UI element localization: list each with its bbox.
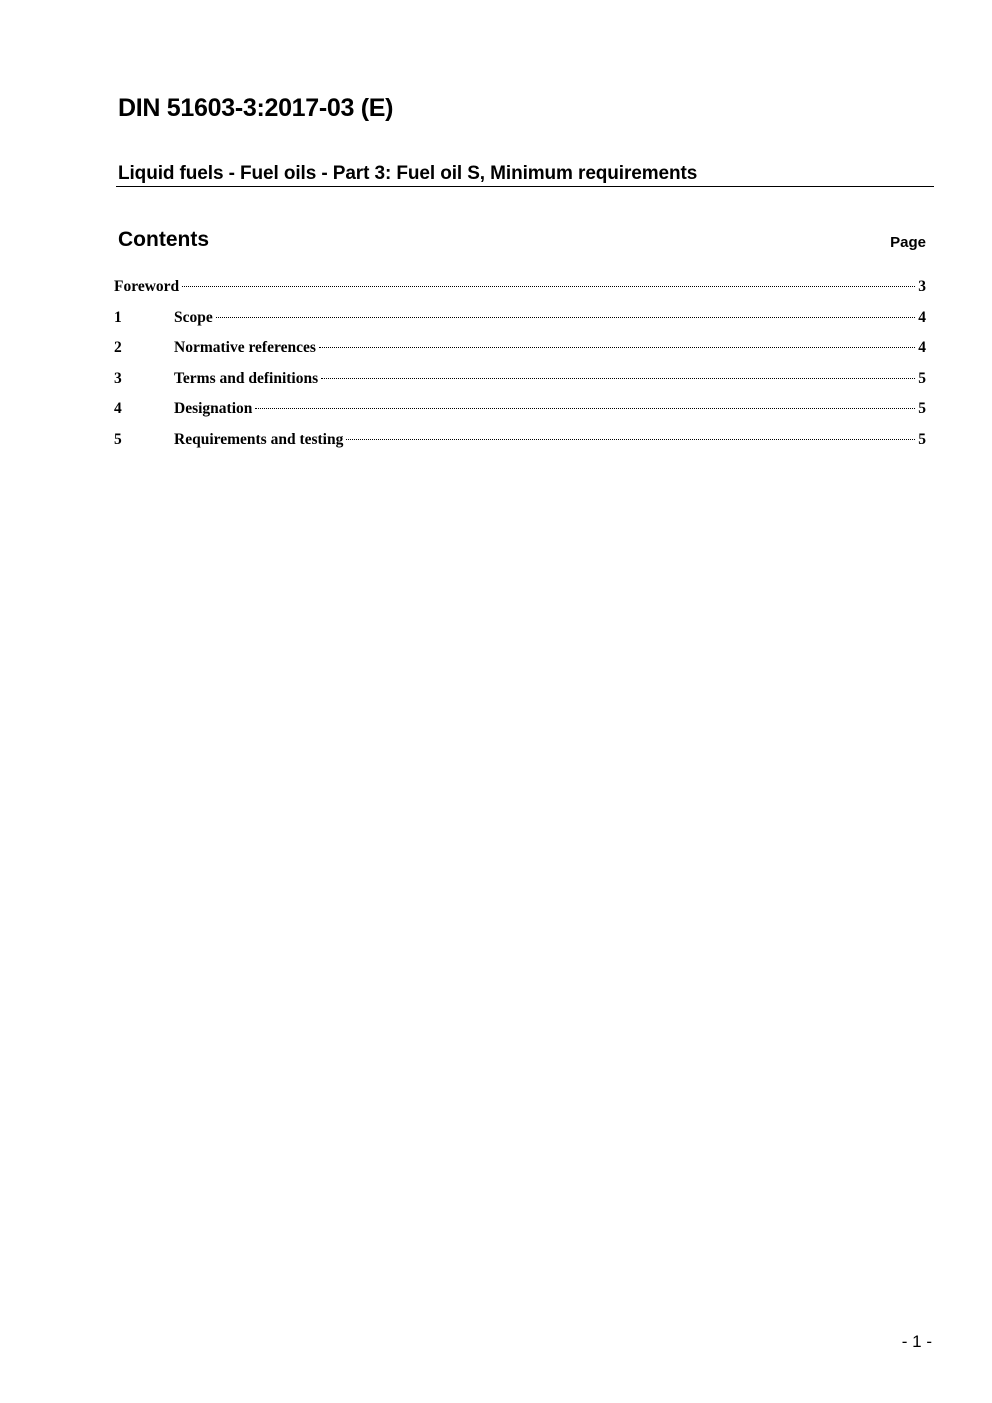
toc-entry-label: Foreword bbox=[114, 278, 180, 295]
toc-entry-page: 5 bbox=[918, 400, 926, 417]
toc-entry-label: Scope bbox=[174, 308, 213, 326]
toc-dot-leader bbox=[321, 378, 915, 379]
toc-dot-leader bbox=[216, 317, 916, 318]
toc-entry-terms-and-definitions[interactable] bbox=[114, 368, 926, 399]
toc-entry-label: Designation bbox=[174, 400, 253, 417]
toc-entry-number: 4 bbox=[114, 400, 122, 417]
toc-entry-page: 5 bbox=[918, 430, 926, 448]
toc-dot-leader bbox=[319, 347, 915, 348]
toc-entry-page: 4 bbox=[918, 339, 926, 356]
toc-entry-number: 2 bbox=[114, 339, 122, 356]
toc-entry-requirements-and-testing[interactable] bbox=[114, 429, 926, 460]
contents-heading: Contents bbox=[118, 228, 209, 251]
toc-dot-leader bbox=[255, 408, 915, 409]
toc-entry-scope[interactable] bbox=[114, 307, 926, 338]
toc-entry-page: 4 bbox=[918, 308, 926, 326]
document-title: Liquid fuels - Fuel oils - Part 3: Fuel oil S, Minimum requirements bbox=[116, 162, 934, 187]
footer-page-number: - 1 - bbox=[901, 1332, 932, 1351]
table-of-contents bbox=[114, 276, 926, 459]
toc-entry-page: 5 bbox=[918, 369, 926, 387]
toc-entry-number: 1 bbox=[114, 308, 122, 326]
toc-entry-normative-references[interactable] bbox=[114, 337, 926, 368]
toc-entry-label: Normative references bbox=[174, 339, 316, 356]
toc-entry-designation[interactable] bbox=[114, 398, 926, 429]
toc-entry-number: 3 bbox=[114, 369, 122, 387]
toc-entry-number: 5 bbox=[114, 430, 122, 448]
document-id: DIN 51603-3:2017-03 (E) bbox=[118, 94, 394, 122]
toc-entry-label: Terms and definitions bbox=[174, 369, 319, 387]
toc-dot-leader bbox=[346, 439, 915, 440]
toc-dot-leader bbox=[182, 286, 915, 287]
toc-entry-foreword[interactable] bbox=[114, 276, 926, 307]
toc-entry-label: Requirements and testing bbox=[174, 430, 344, 448]
page-column-heading: Page bbox=[890, 234, 926, 251]
toc-entry-page: 3 bbox=[918, 278, 926, 295]
